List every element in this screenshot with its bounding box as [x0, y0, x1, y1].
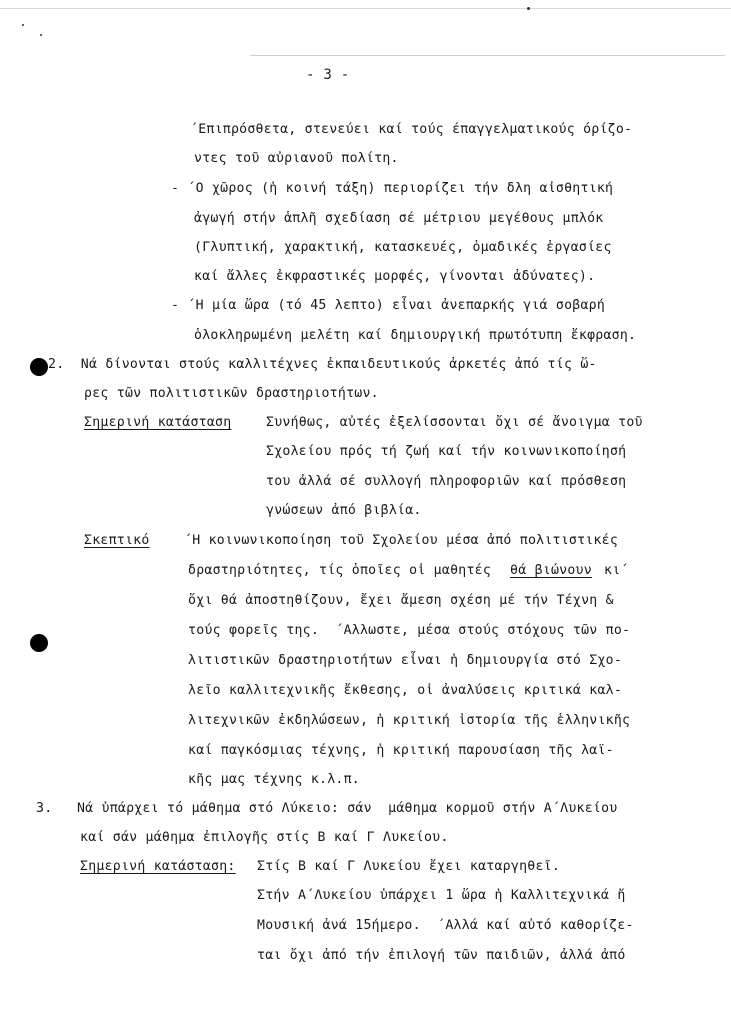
text-line: Σχολείου πρός τή ζωή καί τήν κοινωνικοποίησή	[266, 444, 627, 459]
punch-hole	[30, 634, 48, 652]
text-line: κῆς μας τέχνης κ.λ.π.	[188, 772, 360, 787]
text-line: λιτεχνικῶν ἐκδηλώσεων, ἡ κριτική ἱστορία τῆς ἑλληνικῆς	[188, 713, 631, 728]
text-line: Στήν Α΄Λυκείου ὑπάρχει 1 ὥρα ἡ Καλλιτεχνικά ἤ	[257, 888, 626, 903]
text-line: 2. Νά δίνονται στούς καλλιτέχνες ἐκπαιδευτικούς ἀρκετές ἀπό τίς ὥ-	[48, 357, 597, 372]
text-line: Μουσική ἀνά 15ήμερο. ΄Αλλά καί αὐτό καθορίζε-	[257, 918, 634, 933]
text-line: ντες τοῦ αὐριανοῦ πολίτη.	[194, 151, 399, 166]
text-line: - ΄Η μία ὥρα (τό 45 λεπτο) εἶναι ἀνεπαρκής γιά σοβαρή	[171, 298, 606, 313]
punch-hole	[30, 358, 48, 376]
section-label: Σημερινή κατάσταση	[84, 415, 232, 430]
text-line: 3. Νά ὑπάρχει τό μάθημα στό Λύκειο: σάν μάθημα κορμοῦ στήν Α΄Λυκείου	[36, 801, 618, 816]
text-line: Συνήθως, αὐτές ἐξελίσσονται ὄχι σέ ἄνοιγμα τοῦ	[266, 415, 643, 430]
text-line: ρες τῶν πολιτιστικῶν δραστηριοτήτων.	[84, 386, 379, 401]
text-line: ὄχι θά ἀποστηθίζουν, ἔχει ἄμεση σχέση μέ τήν Τέχνη &	[188, 593, 614, 608]
text-line: κι΄	[604, 563, 629, 578]
text-line: (Γλυπτική, χαρακτική, κατασκευές, ὁμαδικές ἐργασίες	[194, 240, 612, 255]
page-number: - 3 -	[306, 67, 350, 83]
section-label: Σκεπτικό	[84, 533, 150, 548]
scan-speck	[527, 7, 530, 10]
header-rule	[250, 55, 725, 56]
text-line: ΄Επιπρόσθετα, στενεύει καί τούς έπαγγελματικούς όρίζο-	[190, 122, 633, 137]
scan-speck	[40, 34, 42, 36]
text-line: δραστηριότητες, τίς ὁποῖες οἱ μαθητές	[188, 563, 492, 578]
scan-speck	[22, 24, 24, 26]
text-line: ται ὄχι ἀπό τήν ἐπιλογή τῶν παιδιῶν, ἀλλά ἀπό	[257, 948, 626, 963]
text-line: Στίς Β καί Γ Λυκείου ἔχει καταργηθεῖ.	[257, 859, 561, 874]
text-line: λιτιστικῶν δραστηριοτήτων εἶναι ἡ δημιουργία στό Σχο-	[188, 653, 623, 668]
text-line: καί παγκόσμιας τέχνης, ἡ κριτική παρουσίαση τῆς λαϊ-	[188, 743, 614, 758]
text-line: ἀγωγή στήν ἁπλῆ σχεδίαση σέ μέτριου μεγέθους μπλόκ	[194, 211, 604, 226]
text-line: του ἀλλά σέ συλλογή πληροφοριῶν καί πρόσθεση	[266, 474, 627, 489]
text-line: τούς φορεῖς της. ΄Αλλωστε, μέσα στούς στόχους τῶν πο-	[188, 623, 631, 638]
text-line: - ΄Ο χῶρος (ἡ κοινή τάξη) περιορίζει τήν δλη αἰσθητική	[171, 181, 614, 196]
text-line: καί σάν μάθημα ἐπιλογῆς στίς Β καί Γ Λυκείου.	[80, 830, 449, 845]
section-label: Σημερινή κατάσταση:	[80, 859, 236, 874]
scan-top-edge	[0, 8, 731, 9]
text-line: λεῖο καλλιτεχνικῆς ἔκθεσης, οἱ ἀναλύσεις κριτικά καλ-	[188, 683, 623, 698]
text-line: καί ἄλλες ἐκφραστικές μορφές, γίνονται ἀδύνατες).	[194, 269, 596, 284]
underlined-phrase: θά βιώνουν	[510, 563, 592, 578]
text-line: ΄Η κοινωνικοποίηση τοῦ Σχολείου μέσα ἀπό πολιτιστικές	[184, 533, 619, 548]
text-line: γνώσεων ἀπό βιβλία.	[266, 503, 422, 518]
text-line: ὁλοκληρωμένη μελέτη καί δημιουργική πρωτότυπη ἔκφραση.	[194, 328, 637, 343]
